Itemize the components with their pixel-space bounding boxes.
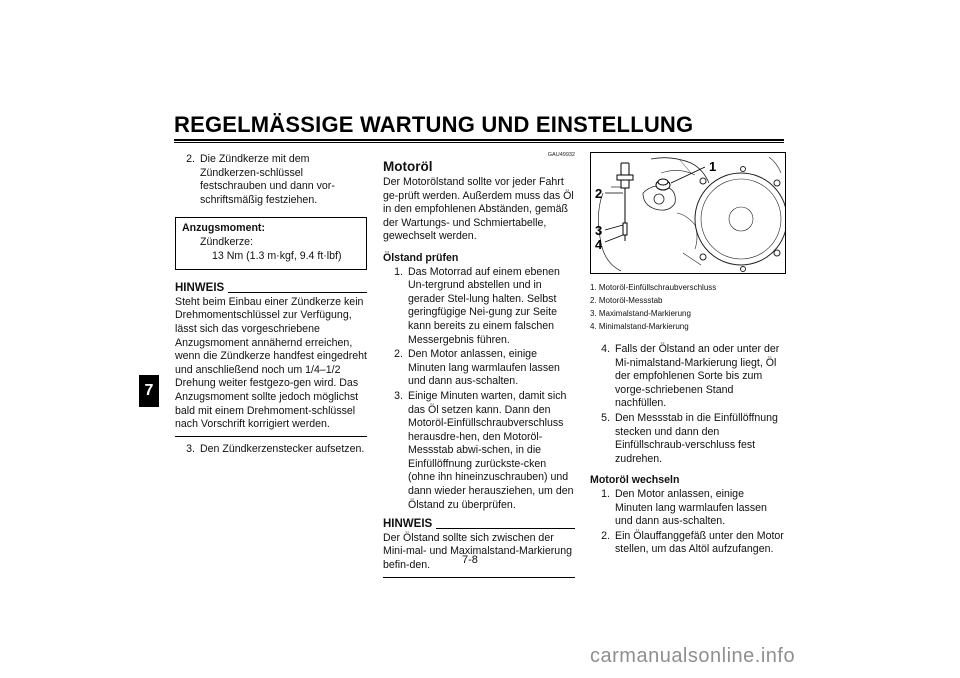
step-number: 2. [601, 529, 610, 542]
caption-item: 2. Motoröl-Messstab [590, 296, 663, 305]
torque-box [175, 217, 367, 270]
title-rule-thin [174, 142, 784, 143]
step-number: 3. [394, 389, 403, 402]
note-rule [228, 292, 367, 293]
note-end-rule [175, 436, 367, 437]
list-item [383, 266, 575, 348]
step-text: Einige Minuten warten, damit sich das Öl setzen kann. Dann den Motoröl-Einfüllschraubverschluss herausdre-hen, den Motoröl-Messstab abwi-schen, in die Einfüllöffnung zurückste-cken (ohne ihn hineinzuschrauben) und dann wieder herausziehen, um den Ölstand zu überprüfen. [408, 389, 574, 511]
step-number: 5. [601, 411, 610, 424]
step-text: Den Motor anlassen, einige Minuten lang warmlaufen lassen und dann aus-schalten. [615, 487, 767, 528]
step-text: Den Motor anlassen, einige Minuten lang warmlaufen lassen und dann aus-schalten. [408, 348, 560, 388]
title-rule [174, 139, 784, 141]
list-item [383, 390, 575, 512]
caption-item: 3. Maximalstand-Markierung [590, 309, 691, 318]
column-middle [383, 152, 575, 584]
engine-cover-outline [695, 173, 785, 265]
list-item [175, 443, 367, 457]
note-text: Der Ölstand sollte sich zwischen der Mini-mal- und Maximalstand-Markierung befin-den. [383, 531, 572, 572]
chapter-tab: 7 [139, 375, 159, 407]
note-heading [383, 518, 575, 532]
filler-cap-icon [656, 179, 670, 190]
note-label: HINWEIS [175, 282, 225, 295]
column-left [175, 153, 367, 457]
callout-label: 2 [595, 186, 603, 201]
list-item [383, 348, 575, 389]
figure-captions [590, 281, 784, 333]
list-item [590, 488, 784, 529]
step-number: 1. [601, 487, 610, 500]
section-code: GAU49932 [547, 152, 575, 158]
step-number: 2. [394, 348, 403, 361]
column-right [590, 152, 784, 558]
list-item [590, 343, 784, 411]
callout-label: 4 [595, 237, 603, 252]
caption-item: 1. Motoröl-Einfüllschraubverschluss [590, 283, 717, 292]
step-text: Den Zündkerzenstecker aufsetzen. [200, 442, 365, 455]
torque-box-item: Zündkerze: [200, 235, 253, 248]
step-text: Den Messstab in die Einfüllöffnung stecken und dann den Einfüllschraub-verschluss fest zudrehen. [615, 411, 778, 465]
step-number: 3. [186, 442, 195, 455]
page-number: 7-8 [462, 554, 478, 566]
page-title: REGELMÄSSIGE WARTUNG UND EINSTELLUNG [174, 112, 694, 137]
callout-label: 3 [595, 223, 603, 238]
watermark: carmanualsonline.info [590, 645, 796, 667]
engine-illustration [591, 153, 785, 273]
list-item [590, 412, 784, 466]
note-heading [175, 282, 367, 296]
note-rule [436, 528, 575, 529]
section-intro: Der Motorölstand sollte vor jeder Fahrt ge-prüft werden. Außerdem muss das Öl in den empfohlenen Abständen, gemäß der Wartungs- und Schmiertabelle, gewechselt werden. [383, 176, 574, 243]
step-text: Die Zündkerze mit dem Zündkerzen-schlüssel festschrauben und dann vor-schriftsmäßig festziehen. [200, 153, 335, 206]
torque-box-value: 13 Nm (1.3 m·kgf, 9.4 ft·lbf) [212, 249, 342, 262]
engine-oil-figure [590, 152, 786, 274]
list-item [175, 153, 367, 207]
torque-box-title: Anzugsmoment: [182, 222, 265, 235]
step-number: 2. [186, 153, 195, 165]
step-number: 1. [394, 265, 403, 278]
sub-heading: Motoröl wechseln [590, 474, 680, 487]
step-number: 4. [601, 343, 610, 355]
caption-item: 4. Minimalstand-Markierung [590, 322, 689, 331]
step-text: Falls der Ölstand an oder unter der Mi-nimalstand-Markierung liegt, Öl der empfohlenen Sorte bis zum vorge-schriebenen Stand nachfüllen. [615, 343, 780, 410]
note-text: Steht beim Einbau einer Zündkerze kein Drehmomentschlüssel zur Verfügung, lässt sich das vorgeschriebene Anzugsmoment annähernd erreichen, wenn die Zündkerze handfest eingedreht und anschließend noch um 1/4–1/2 Drehung weiter festgezo-gen wird. Das Anzugsmoment sollte jedoch möglichst bald mit einem Drehmoment-schlüssel nach Vorschrift korrigiert werden. [175, 295, 367, 431]
note-label: HINWEIS [383, 518, 433, 531]
section-heading: Motoröl [383, 159, 433, 174]
note-end-rule [383, 577, 575, 578]
step-text: Ein Ölauffanggefäß unter den Motor stellen, um das Altöl aufzufangen. [615, 529, 784, 556]
callout-label: 1 [709, 159, 717, 174]
step-text: Das Motorrad auf einem ebenen Un-tergrund abstellen und in gerader Stel-lung halten. Selbst geringfügige Nei-gung zur Seite kann bereits zu einem falschen Messergebnis führen. [408, 265, 560, 346]
list-item [590, 530, 784, 557]
sub-heading: Ölstand prüfen [383, 251, 459, 264]
dipstick-icon [617, 163, 633, 241]
